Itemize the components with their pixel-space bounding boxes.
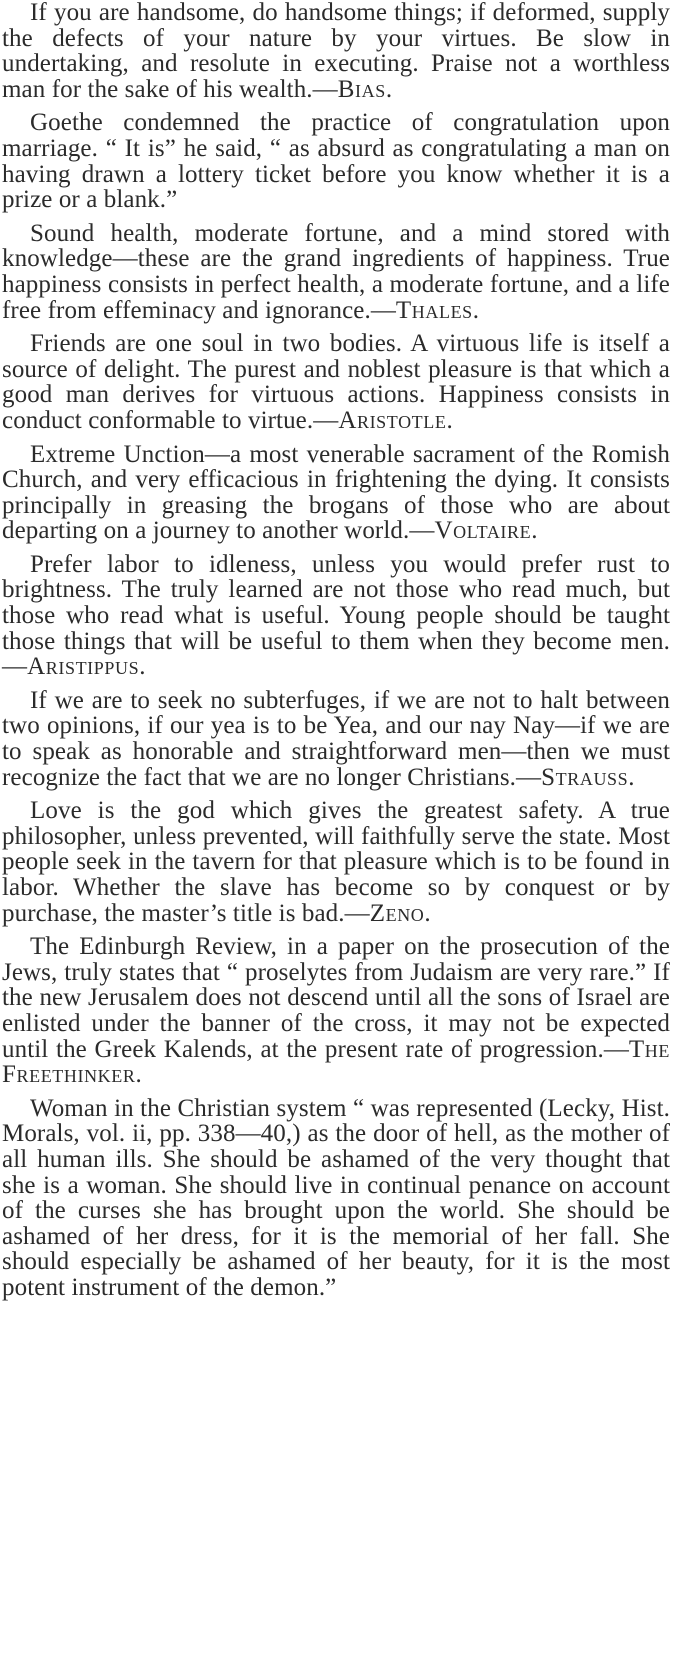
quote-author: Aristotle. [338,406,454,434]
quote-author: The Freethinker. [2,1035,670,1089]
quote-text: Extreme Unction—a most venerable sacrament of the Romish Church, and very efficacious in frightening the dying. It consists principally in greasing the brogans of those who are about departing on a journey to another world.— [2,440,670,545]
quote-paragraph-voltaire [2,442,670,544]
quote-author: Voltaire. [434,517,539,545]
quote-author: Bias. [337,75,393,103]
quote-paragraph-freethinker [2,934,670,1088]
text-column [2,0,670,1309]
quote-paragraph-aristippus [2,552,670,680]
quote-author: Zeno. [369,899,432,927]
quote-author: Aristippus. [27,653,147,681]
quote-text: Sound health, moderate fortune, and a mind stored with knowledge—these are the grand ingredients of happiness. True happiness consists in perfect health, a moderate fortune, and a life free from effeminacy and ignorance.— [2,219,670,324]
quote-paragraph-aristotle [2,331,670,433]
quote-paragraph-bias [2,0,670,102]
quote-paragraph-woman [2,1096,670,1301]
quote-text: If you are handsome, do handsome things; if deformed, supply the defects of your nature by your virtues. Be slow in undertaking, and resolute in executing. Praise not a worthless man for the sake of his wealth.— [2,0,670,103]
quote-paragraph-zeno [2,798,670,926]
quote-paragraph-thales [2,221,670,323]
quote-text: Friends are one soul in two bodies. A virtuous life is itself a source of delight. The purest and noblest pleasure is that which a good man derives for virtuous actions. Happiness consists in conduct conformable to virtue.— [2,330,670,434]
quote-text: Goethe condemned the practice of congratulation upon marriage. “ It is” he said, “ as absurd as congratulating a man on having drawn a lottery ticket before you know whether it is a prize or a blank.” [2,109,670,214]
quote-paragraph-goethe [2,110,670,212]
quote-text: Prefer labor to idleness, unless you would prefer rust to brightness. The truly learned are not those who read much, but those who read what is useful. Young people should be taught those things that will be useful to them when they become men.— [2,550,670,681]
quote-text: Love is the god which gives the greatest safety. A true philosopher, unless prevented, will faithfully serve the state. Most people seek in the tavern for that pleasure which is to be found in labor. Whether the slave has become so by conquest or by purchase, the master’s title is bad.— [2,797,670,927]
quote-text: Woman in the Christian system “ was represented (Lecky, Hist. Morals, vol. ii, pp. 338—40,) as the door of hell, as the mother of all human ills. She should be ashamed of the very thought that she is a woman. She should live in continual penance on account of the curses she has brought upon the world. She should be ashamed of her dress, for it is the memorial of her fall. She should especially be ashamed of her beauty, for it is the most potent instrument of the demon.” [2,1094,670,1301]
quote-author: Strauss. [541,763,636,791]
quote-paragraph-strauss [2,688,670,790]
quote-author: Thales. [395,296,480,324]
quote-text: The Edinburgh Review, in a paper on the prosecution of the Jews, truly states that “ proselytes from Judaism are very rare.” If the new Jerusalem does not descend until all the sons of Israel are enlisted under the banner of the cross, it may not be expected until the Greek Kalends, at the present rate of progression.— [2,933,670,1063]
quote-text: If we are to seek no subterfuges, if we are not to halt between two opinions, if our yea is to be Yea, and our nay Nay—if we are to speak as honorable and straightforward men—then we must recognize the fact that we are no longer Christians.— [2,686,670,791]
